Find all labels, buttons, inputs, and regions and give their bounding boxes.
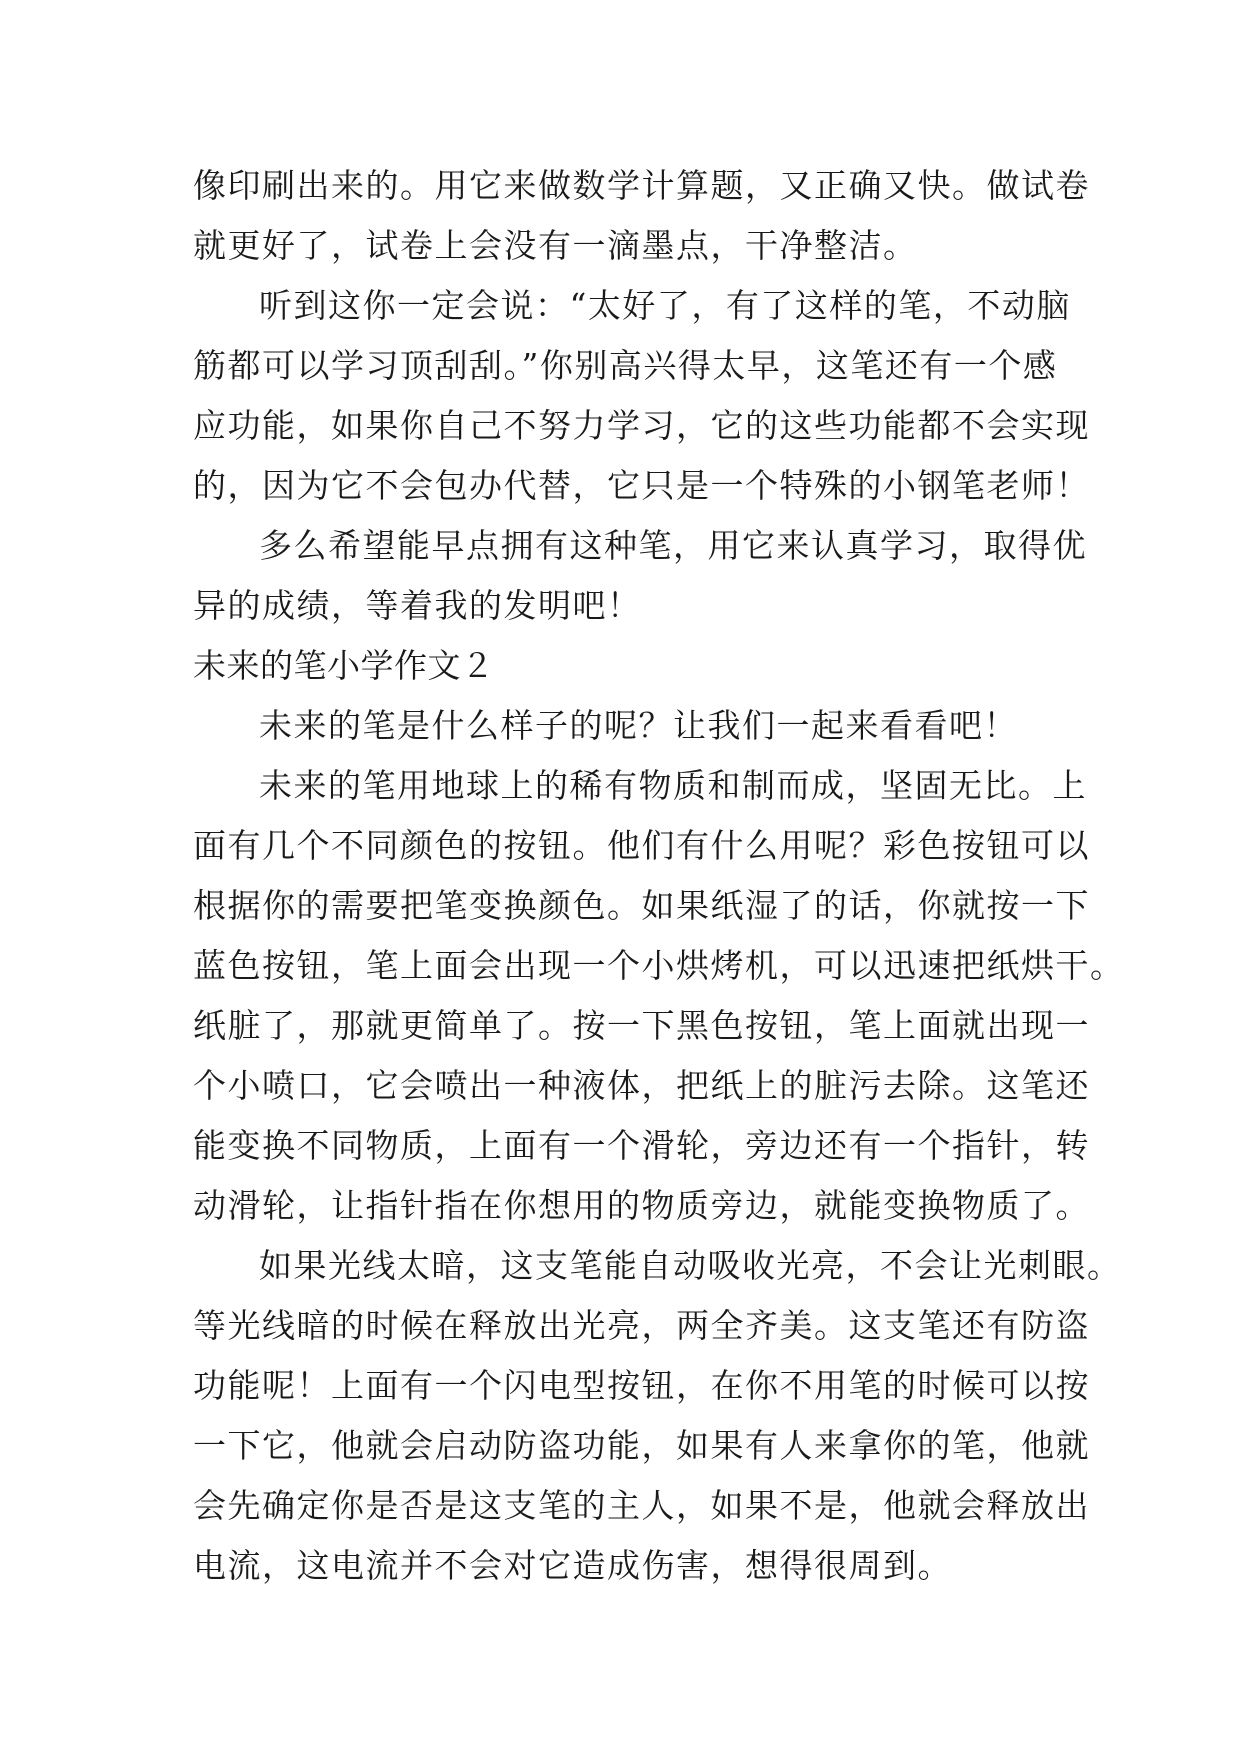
paragraph-start-line: 如果光线太暗，这支笔能自动吸收光亮，不会让光刺眼。 (259, 1246, 1122, 1285)
text-line: 功能呢！上面有一个闪电型按钮，在你不用笔的时候可以按 (193, 1366, 1090, 1405)
text-line: 的，因为它不会包办代替，它只是一个特殊的小钢笔老师！ (193, 466, 1090, 505)
text-line: 一下它，他就会启动防盗功能，如果有人来拿你的笔，他就 (193, 1426, 1090, 1465)
text-line: 根据你的需要把笔变换颜色。如果纸湿了的话，你就按一下 (193, 886, 1090, 925)
text-line: 纸脏了，那就更简单了。按一下黑色按钮，笔上面就出现一 (193, 1006, 1090, 1045)
text-line: 蓝色按钮，笔上面会出现一个小烘烤机，可以迅速把纸烘干。 (193, 946, 1125, 985)
document-body (193, 156, 1125, 1596)
text-line: 面有几个不同颜色的按钮。他们有什么用呢？彩色按钮可以 (193, 826, 1090, 865)
paragraph-start-line: 未来的笔用地球上的稀有物质和制而成，坚固无比。上 (259, 766, 1087, 805)
text-line: 应功能，如果你自己不努力学习，它的这些功能都不会实现 (193, 406, 1090, 445)
paragraph-start-line: 未来的笔是什么样子的呢？让我们一起来看看吧！ (259, 706, 1018, 745)
text-line: 电流，这电流并不会对它造成伤害，想得很周到。 (193, 1546, 952, 1585)
paragraph-start-line: 多么希望能早点拥有这种笔，用它来认真学习，取得优 (259, 526, 1087, 565)
section-heading: 未来的笔小学作文２ (193, 646, 495, 685)
text-line: 异的成绩，等着我的发明吧！ (193, 586, 642, 625)
paragraph-start-line: 听到这你一定会说：“太好了，有了这样的笔，不动脑 (259, 286, 1071, 325)
text-line: 就更好了，试卷上会没有一滴墨点，干净整洁。 (193, 226, 918, 265)
text-line: 个小喷口，它会喷出一种液体，把纸上的脏污去除。这笔还 (193, 1066, 1090, 1105)
text-line: 能变换不同物质，上面有一个滑轮，旁边还有一个指针，转 (193, 1126, 1090, 1165)
text-line: 会先确定你是否是这支笔的主人，如果不是，他就会释放出 (193, 1486, 1090, 1525)
text-line: 动滑轮，让指针指在你想用的物质旁边，就能变换物质了。 (193, 1186, 1090, 1225)
text-line: 筋都可以学习顶刮刮。”你别高兴得太早，这笔还有一个感 (193, 346, 1058, 385)
text-line: 像印刷出来的。用它来做数学计算题，又正确又快。做试卷 (193, 166, 1090, 205)
text-line: 等光线暗的时候在释放出光亮，两全齐美。这支笔还有防盗 (193, 1306, 1090, 1345)
